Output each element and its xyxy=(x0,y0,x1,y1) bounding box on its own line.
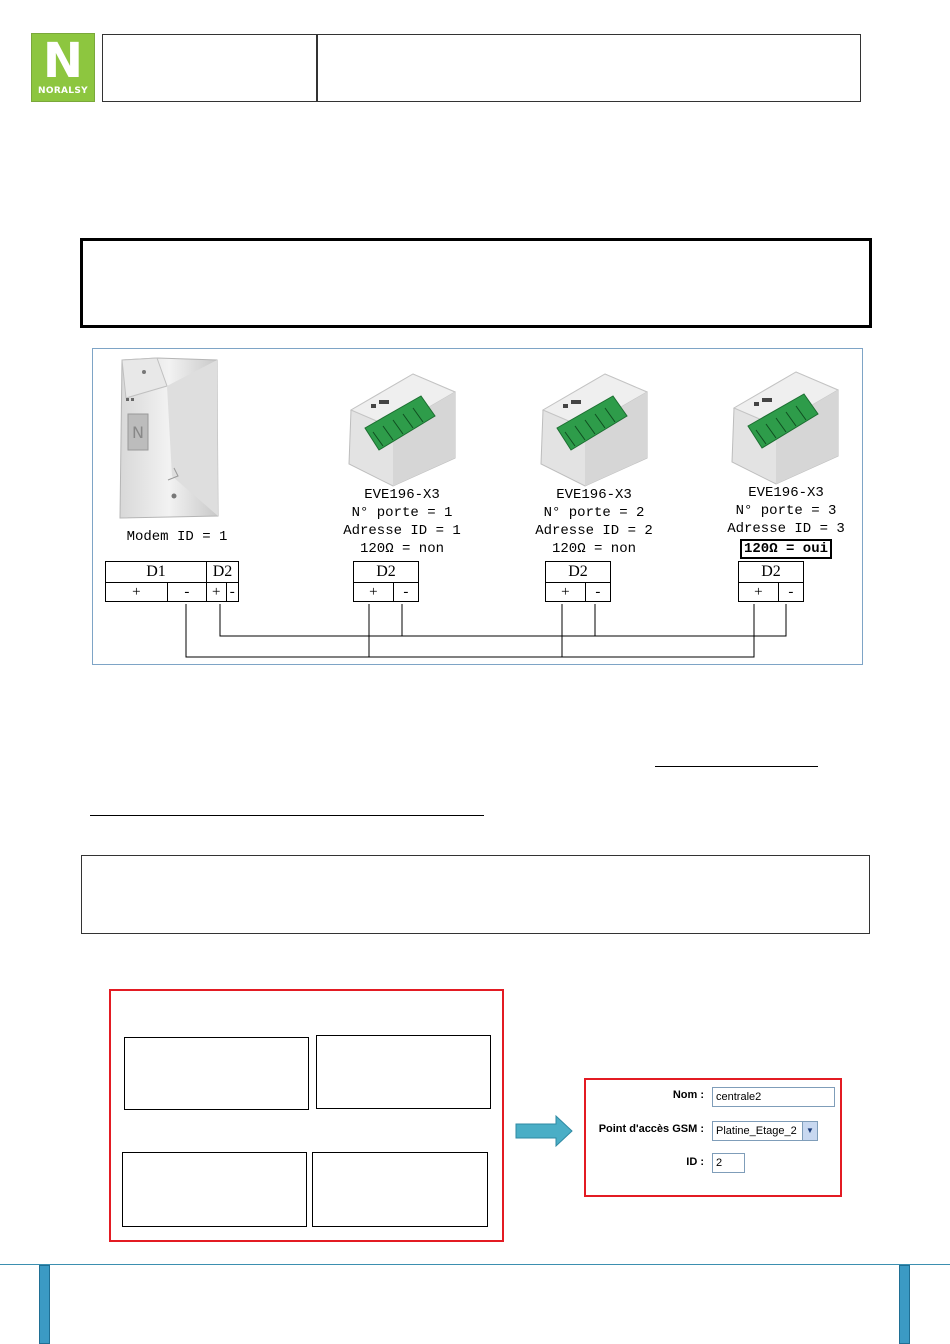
chevron-down-icon[interactable]: ▼ xyxy=(802,1122,817,1140)
terminal-d2: D2 xyxy=(739,562,804,583)
logo-wordmark: NORALSY xyxy=(38,86,88,96)
id-input[interactable]: 2 xyxy=(712,1153,745,1173)
gsm-selected-value: Platine_Etage_2 xyxy=(716,1125,797,1137)
device-adresse: Adresse ID = 2 xyxy=(535,523,653,539)
terminal-plus: + xyxy=(106,583,168,602)
modem-label: Modem ID = 1 xyxy=(126,529,228,545)
nom-label: Nom : xyxy=(672,1089,704,1101)
footer-bar-left xyxy=(39,1265,50,1344)
underline-right xyxy=(655,766,818,767)
wire-minus xyxy=(220,604,786,636)
nom-input[interactable]: centrale2 xyxy=(712,1087,835,1107)
device-porte: N° porte = 3 xyxy=(735,503,837,519)
terminal-d2: D2 xyxy=(354,562,419,583)
device-resistor: 120Ω = non xyxy=(359,541,444,557)
logo-letter: N xyxy=(42,33,84,89)
id-label: ID : xyxy=(686,1156,704,1168)
gsm-label: Point d'accès GSM : xyxy=(598,1123,704,1135)
device-porte: N° porte = 2 xyxy=(543,505,645,521)
svg-text:N: N xyxy=(132,423,144,442)
terminal-minus: - xyxy=(226,583,238,602)
inner-box-top-right xyxy=(316,1035,491,1109)
device-model: EVE196-X3 xyxy=(556,487,632,503)
underline-left xyxy=(90,815,484,816)
wire-plus xyxy=(186,604,754,657)
device-adresse: Adresse ID = 1 xyxy=(343,523,461,539)
inner-box-bottom-right xyxy=(312,1152,488,1227)
device-model: EVE196-X3 xyxy=(748,485,824,501)
inner-box-bottom-left xyxy=(122,1152,307,1227)
arrow-right-icon xyxy=(514,1114,574,1148)
terminal-minus: - xyxy=(167,583,206,602)
terminal-plus: + xyxy=(207,583,227,602)
footer-rule xyxy=(0,1264,950,1265)
device-resistor-highlight: 120Ω = oui xyxy=(740,539,832,559)
device-resistor: 120Ω = non xyxy=(551,541,636,557)
terminal-plus: + xyxy=(739,583,779,602)
terminal-plus: + xyxy=(354,583,394,602)
terminal-d1: D1 xyxy=(106,562,207,583)
terminal-minus: - xyxy=(585,583,610,602)
terminal-d2: D2 xyxy=(207,562,239,583)
device-adresse: Adresse ID = 3 xyxy=(727,521,845,537)
terminal-minus: - xyxy=(393,583,418,602)
inner-box-top-left xyxy=(124,1037,309,1110)
device-porte: N° porte = 1 xyxy=(351,505,453,521)
terminal-plus: + xyxy=(546,583,586,602)
terminal-minus: - xyxy=(778,583,803,602)
note-box xyxy=(81,855,870,934)
terminal-d2: D2 xyxy=(546,562,611,583)
gsm-select[interactable] xyxy=(712,1121,818,1141)
footer-bar-right xyxy=(899,1265,910,1344)
device-model: EVE196-X3 xyxy=(364,487,440,503)
